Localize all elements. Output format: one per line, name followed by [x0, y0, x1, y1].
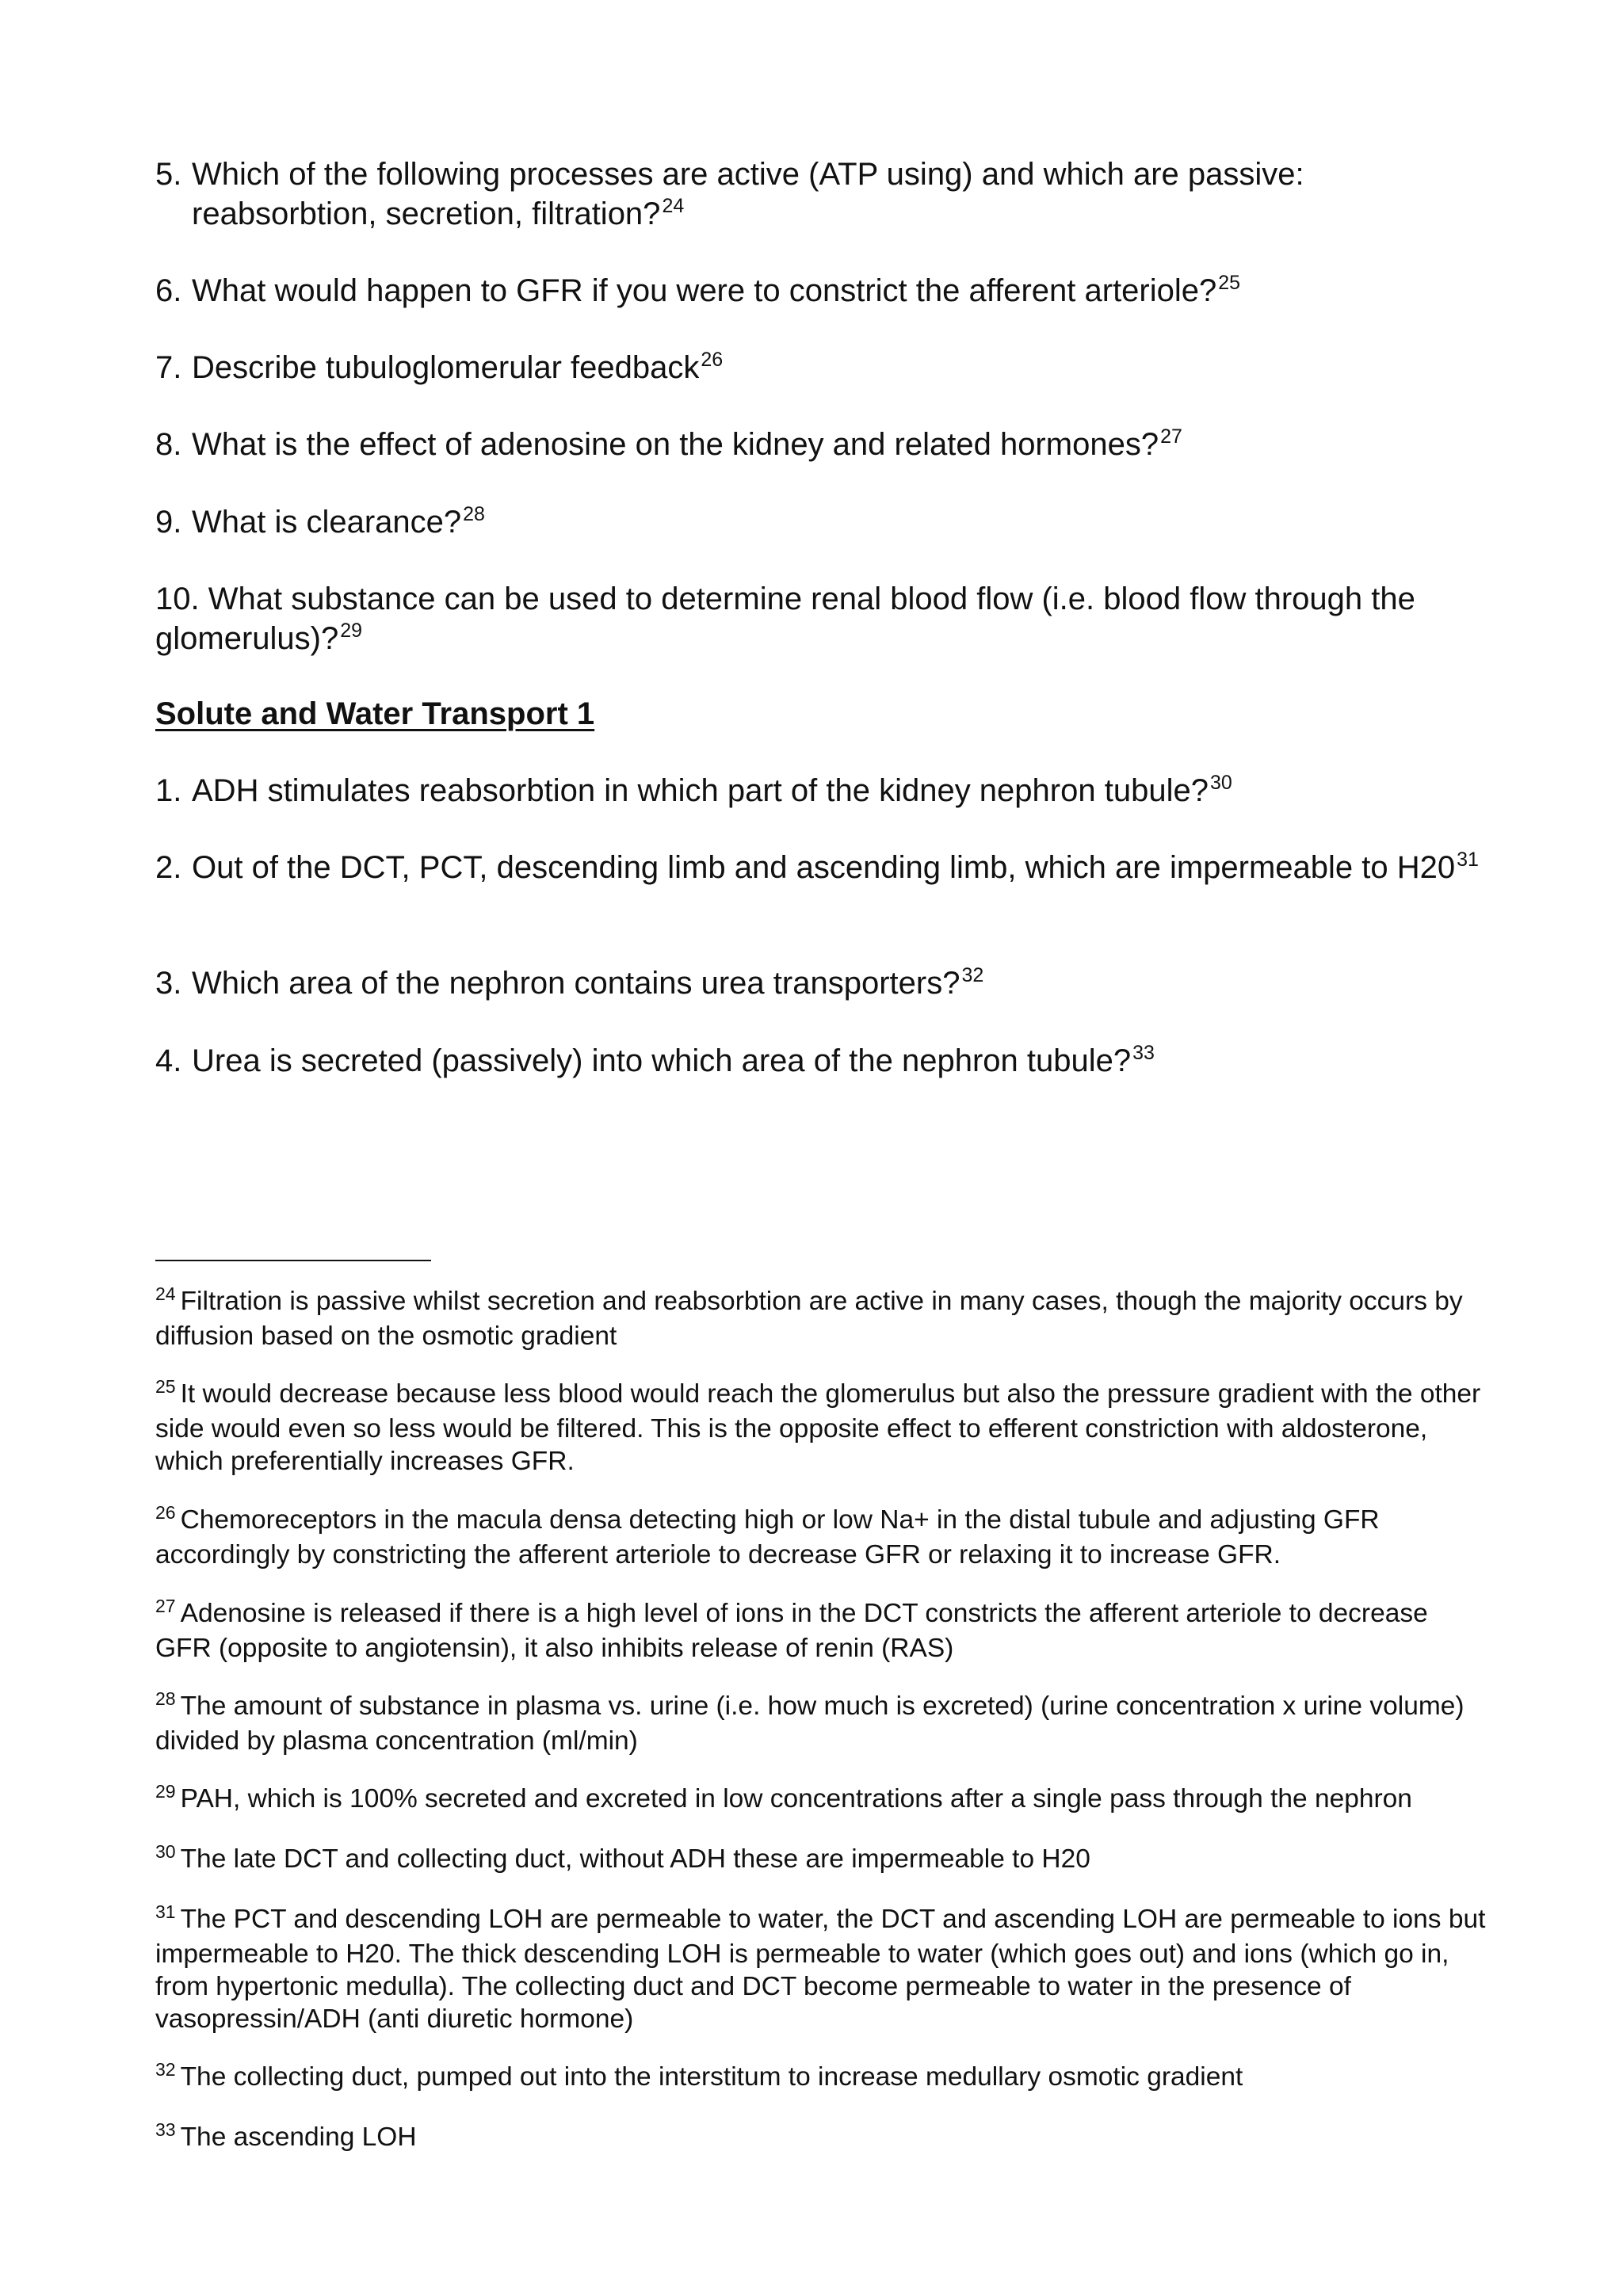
footnote-28	[155, 1690, 1487, 1757]
footnote-26	[155, 1504, 1487, 1571]
footnote-number: 33	[155, 2119, 176, 2140]
footnote-number: 27	[155, 1596, 176, 1616]
question-7	[155, 348, 1487, 391]
footnote-ref[interactable]: 29	[340, 620, 363, 642]
footnote-ref[interactable]: 33	[1132, 1042, 1155, 1064]
question-number: 9.	[155, 505, 182, 540]
footnote-number: 26	[155, 1502, 176, 1523]
question-number: 2.	[155, 850, 182, 885]
footnote-27	[155, 1597, 1487, 1665]
footnote-ref[interactable]: 31	[1457, 849, 1479, 871]
question-text: What substance can be used to determine renal blood flow (i.e. blood flow through the glomerulus)?	[155, 582, 1415, 656]
question-text: Describe tubuloglomerular feedback	[192, 350, 700, 385]
footnote-ref[interactable]: 24	[662, 195, 685, 217]
footnote-number: 28	[155, 1688, 176, 1709]
footnote-33	[155, 2121, 1487, 2156]
footnote-number: 30	[155, 1841, 176, 1862]
question-text: What would happen to GFR if you were to constrict the afferent arteriole?	[192, 273, 1217, 308]
question-number: 3.	[155, 966, 182, 1001]
footnote-ref[interactable]: 32	[961, 964, 984, 986]
question-text: Urea is secreted (passively) into which area of the nephron tubule?	[192, 1043, 1132, 1078]
footnote-text: Filtration is passive whilst secretion and reabsorbtion are active in many cases, though the majority occurs by diffusion based on the osmotic gradient	[155, 1287, 1463, 1351]
footnote-text: It would decrease because less blood would reach the glomerulus but also the pressure gradient with the other side would even so less would be filtered. This is the opposite effect to efferent constriction with aldosterone, which preferentially increases GFR.	[155, 1379, 1481, 1476]
question-text: What is clearance?	[192, 505, 462, 540]
question-5	[155, 154, 1487, 238]
footnote-number: 25	[155, 1376, 176, 1397]
footnote-32	[155, 2061, 1487, 2096]
footnote-29	[155, 1783, 1487, 1817]
question-text: ADH stimulates reabsorbtion in which part of the kidney nephron tubule?	[192, 773, 1209, 808]
footnote-text: PAH, which is 100% secreted and excreted in low concentrations after a single pass through the nephron	[180, 1784, 1412, 1814]
question-number: 4.	[155, 1043, 182, 1078]
footnote-30	[155, 1843, 1487, 1878]
footnote-number: 32	[155, 2059, 176, 2080]
footnote-text: The late DCT and collecting duct, without ADH these are impermeable to H20	[180, 1844, 1090, 1874]
footnote-number: 29	[155, 1781, 176, 1802]
footnote-ref[interactable]: 27	[1160, 425, 1182, 448]
footnote-ref[interactable]: 25	[1218, 272, 1241, 294]
question-text: What is the effect of adenosine on the kidney and related hormones?	[192, 427, 1159, 462]
question-number: 10.	[155, 582, 200, 616]
question-1	[155, 771, 1487, 814]
section-heading: Solute and Water Transport 1	[155, 696, 595, 731]
footnote-text: The PCT and descending LOH are permeable to water, the DCT and ascending LOH are permeable to ions but impermeable to H20. The thick descending LOH is permeable to water (which goes out) and ions (which go in, from hypertonic medulla). The collecting duct and DCT become permeable to water in the presence of vasopressin/ADH (anti diuretic hormone)	[155, 1905, 1486, 2034]
question-2	[155, 848, 1487, 891]
question-text: Out of the DCT, PCT, descending limb and ascending limb, which are impermeable to H20	[192, 850, 1456, 885]
question-6	[155, 271, 1487, 315]
question-10	[155, 579, 1487, 662]
footnote-separator	[155, 1260, 431, 1261]
footnote-number: 31	[155, 1901, 176, 1922]
question-number: 1.	[155, 773, 182, 808]
footnote-text: The amount of substance in plasma vs. urine (i.e. how much is excreted) (urine concentration x urine volume) divided by plasma concentration (ml/min)	[155, 1691, 1465, 1756]
question-4	[155, 1041, 1487, 1085]
question-number: 5.	[155, 157, 182, 192]
footnote-number: 24	[155, 1283, 176, 1304]
question-8	[155, 425, 1487, 468]
question-number: 8.	[155, 427, 182, 462]
question-text: Which area of the nephron contains urea transporters?	[192, 966, 960, 1001]
footnote-25	[155, 1378, 1487, 1478]
question-9	[155, 502, 1487, 546]
footnote-24	[155, 1285, 1487, 1352]
footnote-ref[interactable]: 26	[701, 349, 724, 371]
question-3	[155, 963, 1487, 1007]
footnote-ref[interactable]: 30	[1209, 772, 1232, 794]
footnote-31	[155, 1903, 1487, 2035]
question-text: Which of the following processes are active (ATP using) and which are passive: reabsorbtion, secretion, filtration?	[192, 157, 1304, 231]
footnote-ref[interactable]: 28	[463, 503, 485, 525]
footnote-text: The collecting duct, pumped out into the interstitum to increase medullary osmotic gradient	[180, 2062, 1243, 2092]
question-number: 6.	[155, 273, 182, 308]
question-number: 7.	[155, 350, 182, 385]
footnote-text: The ascending LOH	[180, 2122, 417, 2152]
footnote-text: Chemoreceptors in the macula densa detecting high or low Na+ in the distal tubule and adjusting GFR accordingly by constricting the afferent arteriole to decrease GFR or relaxing it to increase GFR.	[155, 1505, 1380, 1569]
footnote-text: Adenosine is released if there is a high level of ions in the DCT constricts the afferent arteriole to decrease GFR (opposite to angiotensin), it also inhibits release of renin (RAS)	[155, 1599, 1428, 1663]
